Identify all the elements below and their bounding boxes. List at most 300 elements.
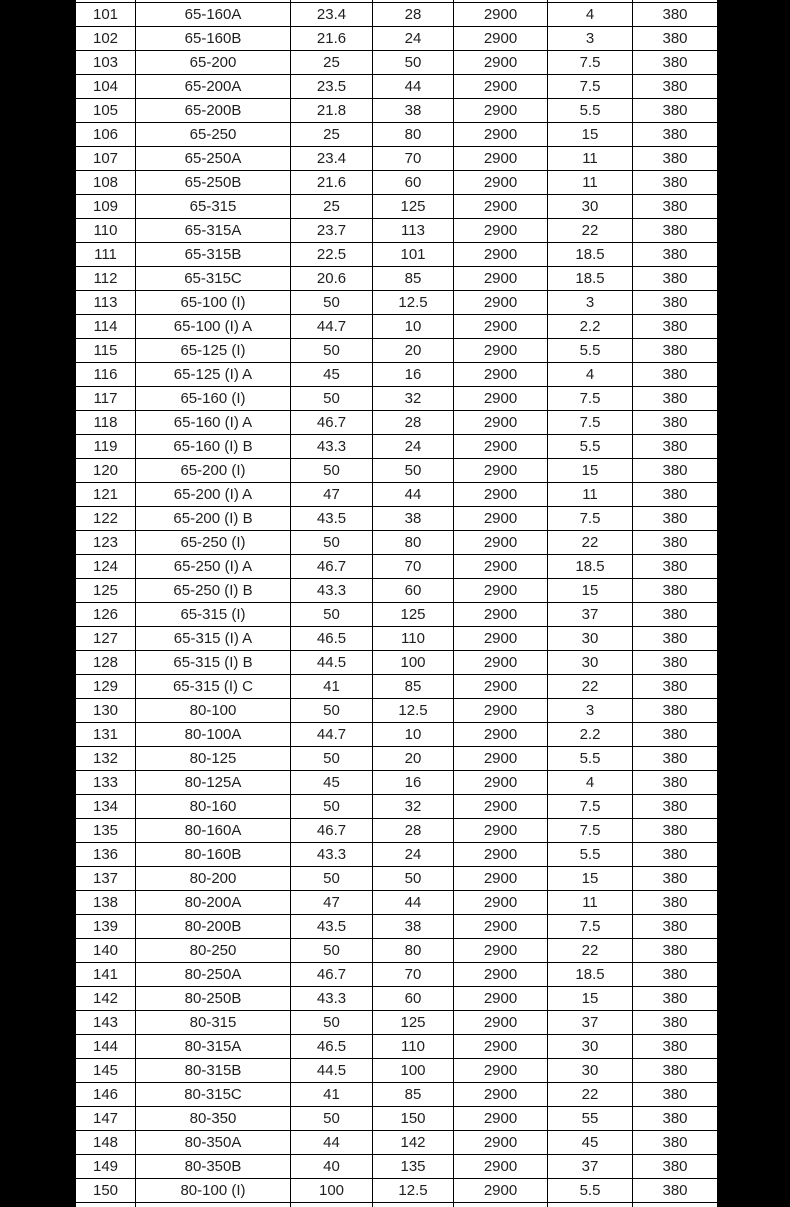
- cell-row-index: 103: [76, 51, 136, 75]
- cell-voltage: 380: [633, 675, 718, 699]
- cell-speed: 2900: [454, 1155, 548, 1179]
- cell-value-3: 50: [291, 291, 373, 315]
- cell-value-3: 22.5: [291, 243, 373, 267]
- table-row: [76, 195, 718, 219]
- cell-speed: 2900: [454, 363, 548, 387]
- table-cell: [76, 1203, 136, 1207]
- cell-power: 3: [548, 699, 633, 723]
- table-row: [76, 3, 718, 27]
- cell-value-3: 100: [291, 1179, 373, 1203]
- table-row: [76, 315, 718, 339]
- cell-model: 80-160A: [136, 819, 291, 843]
- cell-voltage: 380: [633, 1179, 718, 1203]
- table-row: [76, 771, 718, 795]
- cell-row-index: 138: [76, 891, 136, 915]
- cell-speed: 2900: [454, 531, 548, 555]
- partial-row-bottom: [76, 1203, 718, 1207]
- cell-value-3: 41: [291, 1083, 373, 1107]
- cell-model: 80-350B: [136, 1155, 291, 1179]
- cell-power: 4: [548, 3, 633, 27]
- cell-row-index: 113: [76, 291, 136, 315]
- cell-voltage: 380: [633, 843, 718, 867]
- table-row: [76, 507, 718, 531]
- cell-row-index: 143: [76, 1011, 136, 1035]
- cell-value-3: 40: [291, 1155, 373, 1179]
- cell-value-3: 50: [291, 699, 373, 723]
- cell-speed: 2900: [454, 963, 548, 987]
- cell-model: 65-160A: [136, 3, 291, 27]
- table-row: [76, 603, 718, 627]
- cell-voltage: 380: [633, 987, 718, 1011]
- table-row: [76, 1107, 718, 1131]
- cell-voltage: 380: [633, 939, 718, 963]
- cell-speed: 2900: [454, 99, 548, 123]
- cell-value-4: 50: [373, 459, 454, 483]
- cell-power: 7.5: [548, 387, 633, 411]
- cell-speed: 2900: [454, 723, 548, 747]
- cell-model: 65-200 (I) A: [136, 483, 291, 507]
- table-row: [76, 555, 718, 579]
- cell-speed: 2900: [454, 3, 548, 27]
- cell-value-3: 20.6: [291, 267, 373, 291]
- table-row: [76, 1179, 718, 1203]
- cell-speed: 2900: [454, 1011, 548, 1035]
- cell-row-index: 132: [76, 747, 136, 771]
- cell-value-3: 45: [291, 363, 373, 387]
- cell-model: 80-315C: [136, 1083, 291, 1107]
- cell-value-3: 23.5: [291, 75, 373, 99]
- table-row: [76, 171, 718, 195]
- table-row: [76, 51, 718, 75]
- cell-row-index: 147: [76, 1107, 136, 1131]
- cell-power: 11: [548, 483, 633, 507]
- cell-value-4: 100: [373, 1059, 454, 1083]
- table-row: [76, 291, 718, 315]
- cell-speed: 2900: [454, 483, 548, 507]
- cell-model: 65-250 (I) A: [136, 555, 291, 579]
- table-cell: [548, 1203, 633, 1207]
- cell-value-3: 47: [291, 891, 373, 915]
- cell-row-index: 126: [76, 603, 136, 627]
- cell-model: 65-160 (I) A: [136, 411, 291, 435]
- cell-value-4: 70: [373, 147, 454, 171]
- cell-value-4: 20: [373, 747, 454, 771]
- cell-power: 2.2: [548, 723, 633, 747]
- cell-voltage: 380: [633, 51, 718, 75]
- cell-voltage: 380: [633, 411, 718, 435]
- cell-power: 3: [548, 291, 633, 315]
- cell-speed: 2900: [454, 819, 548, 843]
- cell-speed: 2900: [454, 147, 548, 171]
- cell-value-3: 43.3: [291, 987, 373, 1011]
- cell-speed: 2900: [454, 171, 548, 195]
- cell-power: 7.5: [548, 51, 633, 75]
- cell-model: 80-315B: [136, 1059, 291, 1083]
- cell-power: 11: [548, 891, 633, 915]
- cell-value-4: 80: [373, 939, 454, 963]
- table-row: [76, 411, 718, 435]
- cell-value-3: 44: [291, 1131, 373, 1155]
- cell-row-index: 133: [76, 771, 136, 795]
- cell-value-4: 28: [373, 819, 454, 843]
- cell-voltage: 380: [633, 771, 718, 795]
- cell-value-4: 24: [373, 435, 454, 459]
- cell-model: 65-315: [136, 195, 291, 219]
- cell-model: 65-200 (I): [136, 459, 291, 483]
- cell-model: 65-160B: [136, 27, 291, 51]
- cell-speed: 2900: [454, 411, 548, 435]
- cell-row-index: 145: [76, 1059, 136, 1083]
- cell-speed: 2900: [454, 603, 548, 627]
- cell-power: 18.5: [548, 555, 633, 579]
- cell-voltage: 380: [633, 3, 718, 27]
- cell-speed: 2900: [454, 267, 548, 291]
- table-row: [76, 723, 718, 747]
- cell-speed: 2900: [454, 555, 548, 579]
- cell-value-3: 46.7: [291, 819, 373, 843]
- cell-model: 80-125A: [136, 771, 291, 795]
- cell-speed: 2900: [454, 915, 548, 939]
- cell-value-3: 44.7: [291, 315, 373, 339]
- cell-speed: 2900: [454, 891, 548, 915]
- cell-power: 5.5: [548, 339, 633, 363]
- cell-value-3: 50: [291, 939, 373, 963]
- cell-value-4: 44: [373, 891, 454, 915]
- table-cell: [136, 1203, 291, 1207]
- cell-value-4: 60: [373, 987, 454, 1011]
- cell-value-3: 21.6: [291, 171, 373, 195]
- cell-speed: 2900: [454, 1107, 548, 1131]
- cell-model: 65-100 (I) A: [136, 315, 291, 339]
- cell-voltage: 380: [633, 363, 718, 387]
- cell-row-index: 105: [76, 99, 136, 123]
- cell-value-4: 24: [373, 843, 454, 867]
- cell-value-3: 25: [291, 123, 373, 147]
- cell-power: 7.5: [548, 915, 633, 939]
- cell-value-4: 38: [373, 99, 454, 123]
- cell-value-4: 44: [373, 75, 454, 99]
- cell-power: 15: [548, 867, 633, 891]
- table-cell: [633, 1203, 718, 1207]
- cell-value-3: 46.7: [291, 411, 373, 435]
- cell-voltage: 380: [633, 699, 718, 723]
- cell-speed: 2900: [454, 579, 548, 603]
- cell-value-3: 50: [291, 867, 373, 891]
- cell-voltage: 380: [633, 1083, 718, 1107]
- cell-power: 4: [548, 771, 633, 795]
- table-row: [76, 651, 718, 675]
- cell-row-index: 121: [76, 483, 136, 507]
- cell-row-index: 117: [76, 387, 136, 411]
- cell-power: 15: [548, 987, 633, 1011]
- cell-speed: 2900: [454, 1083, 548, 1107]
- cell-power: 2.2: [548, 315, 633, 339]
- cell-row-index: 130: [76, 699, 136, 723]
- cell-speed: 2900: [454, 867, 548, 891]
- cell-row-index: 150: [76, 1179, 136, 1203]
- cell-value-3: 44.5: [291, 651, 373, 675]
- cell-model: 65-250 (I) B: [136, 579, 291, 603]
- cell-model: 65-250A: [136, 147, 291, 171]
- table-row: [76, 1131, 718, 1155]
- cell-value-4: 16: [373, 363, 454, 387]
- cell-voltage: 380: [633, 531, 718, 555]
- cell-value-3: 50: [291, 747, 373, 771]
- cell-value-4: 125: [373, 1011, 454, 1035]
- cell-model: 65-200A: [136, 75, 291, 99]
- table-row: [76, 939, 718, 963]
- cell-row-index: 149: [76, 1155, 136, 1179]
- cell-model: 80-160: [136, 795, 291, 819]
- cell-power: 30: [548, 1059, 633, 1083]
- cell-row-index: 118: [76, 411, 136, 435]
- cell-value-4: 70: [373, 555, 454, 579]
- cell-row-index: 140: [76, 939, 136, 963]
- cell-value-4: 38: [373, 507, 454, 531]
- cell-model: 65-315 (I): [136, 603, 291, 627]
- cell-value-4: 150: [373, 1107, 454, 1131]
- table-row: [76, 459, 718, 483]
- cell-model: 65-250: [136, 123, 291, 147]
- cell-power: 15: [548, 123, 633, 147]
- table-row: [76, 363, 718, 387]
- cell-speed: 2900: [454, 747, 548, 771]
- cell-row-index: 106: [76, 123, 136, 147]
- cell-value-4: 60: [373, 579, 454, 603]
- cell-voltage: 380: [633, 387, 718, 411]
- cell-value-3: 50: [291, 795, 373, 819]
- cell-model: 80-100: [136, 699, 291, 723]
- cell-value-4: 85: [373, 675, 454, 699]
- cell-voltage: 380: [633, 123, 718, 147]
- cell-value-4: 16: [373, 771, 454, 795]
- table-row: [76, 27, 718, 51]
- cell-value-4: 113: [373, 219, 454, 243]
- cell-value-4: 12.5: [373, 1179, 454, 1203]
- cell-value-4: 12.5: [373, 291, 454, 315]
- cell-model: 65-160 (I): [136, 387, 291, 411]
- cell-value-3: 44.7: [291, 723, 373, 747]
- cell-power: 5.5: [548, 747, 633, 771]
- cell-speed: 2900: [454, 27, 548, 51]
- cell-power: 37: [548, 603, 633, 627]
- cell-value-3: 50: [291, 603, 373, 627]
- cell-voltage: 380: [633, 243, 718, 267]
- cell-value-4: 32: [373, 387, 454, 411]
- cell-speed: 2900: [454, 75, 548, 99]
- cell-voltage: 380: [633, 99, 718, 123]
- cell-value-4: 85: [373, 1083, 454, 1107]
- cell-power: 37: [548, 1011, 633, 1035]
- cell-speed: 2900: [454, 195, 548, 219]
- cell-value-4: 10: [373, 723, 454, 747]
- cell-voltage: 380: [633, 651, 718, 675]
- cell-speed: 2900: [454, 435, 548, 459]
- cell-value-3: 46.7: [291, 555, 373, 579]
- cell-voltage: 380: [633, 459, 718, 483]
- cell-voltage: 380: [633, 819, 718, 843]
- cell-value-4: 125: [373, 603, 454, 627]
- table-row: [76, 243, 718, 267]
- cell-voltage: 380: [633, 75, 718, 99]
- cell-row-index: 135: [76, 819, 136, 843]
- cell-row-index: 124: [76, 555, 136, 579]
- table-cell: [454, 1203, 548, 1207]
- cell-power: 5.5: [548, 843, 633, 867]
- cell-speed: 2900: [454, 699, 548, 723]
- table-row: [76, 1155, 718, 1179]
- cell-value-3: 50: [291, 387, 373, 411]
- cell-speed: 2900: [454, 795, 548, 819]
- cell-speed: 2900: [454, 219, 548, 243]
- cell-value-3: 46.5: [291, 1035, 373, 1059]
- cell-value-4: 110: [373, 627, 454, 651]
- cell-model: 80-315A: [136, 1035, 291, 1059]
- table-row: [76, 75, 718, 99]
- cell-value-4: 100: [373, 651, 454, 675]
- cell-voltage: 380: [633, 1155, 718, 1179]
- cell-model: 80-250: [136, 939, 291, 963]
- cell-power: 11: [548, 171, 633, 195]
- table-row: [76, 1035, 718, 1059]
- cell-model: 65-315B: [136, 243, 291, 267]
- cell-power: 18.5: [548, 267, 633, 291]
- cell-voltage: 380: [633, 1107, 718, 1131]
- cell-row-index: 109: [76, 195, 136, 219]
- cell-power: 22: [548, 675, 633, 699]
- cell-row-index: 144: [76, 1035, 136, 1059]
- cell-power: 37: [548, 1155, 633, 1179]
- cell-value-4: 28: [373, 3, 454, 27]
- cell-power: 15: [548, 579, 633, 603]
- table-row: [76, 675, 718, 699]
- cell-row-index: 146: [76, 1083, 136, 1107]
- cell-voltage: 380: [633, 339, 718, 363]
- cell-row-index: 119: [76, 435, 136, 459]
- cell-row-index: 115: [76, 339, 136, 363]
- cell-model: 80-160B: [136, 843, 291, 867]
- cell-speed: 2900: [454, 123, 548, 147]
- cell-model: 65-200: [136, 51, 291, 75]
- cell-voltage: 380: [633, 1011, 718, 1035]
- cell-row-index: 134: [76, 795, 136, 819]
- cell-voltage: 380: [633, 219, 718, 243]
- cell-value-3: 45: [291, 771, 373, 795]
- cell-model: 65-100 (I): [136, 291, 291, 315]
- cell-speed: 2900: [454, 771, 548, 795]
- cell-voltage: 380: [633, 795, 718, 819]
- cell-row-index: 142: [76, 987, 136, 1011]
- table-row: [76, 867, 718, 891]
- cell-model: 65-125 (I): [136, 339, 291, 363]
- cell-speed: 2900: [454, 315, 548, 339]
- cell-power: 22: [548, 1083, 633, 1107]
- table-row: [76, 435, 718, 459]
- cell-model: 65-250B: [136, 171, 291, 195]
- cell-voltage: 380: [633, 171, 718, 195]
- cell-row-index: 107: [76, 147, 136, 171]
- cell-row-index: 136: [76, 843, 136, 867]
- cell-power: 15: [548, 459, 633, 483]
- cell-value-3: 43.5: [291, 915, 373, 939]
- cell-value-4: 12.5: [373, 699, 454, 723]
- cell-voltage: 380: [633, 723, 718, 747]
- cell-speed: 2900: [454, 1035, 548, 1059]
- cell-power: 22: [548, 531, 633, 555]
- cell-power: 7.5: [548, 795, 633, 819]
- cell-value-4: 10: [373, 315, 454, 339]
- cell-model: 65-160 (I) B: [136, 435, 291, 459]
- cell-power: 30: [548, 195, 633, 219]
- cell-row-index: 116: [76, 363, 136, 387]
- cell-value-3: 46.7: [291, 963, 373, 987]
- cell-row-index: 131: [76, 723, 136, 747]
- cell-model: 80-200A: [136, 891, 291, 915]
- table-row: [76, 147, 718, 171]
- cell-voltage: 380: [633, 747, 718, 771]
- cell-power: 11: [548, 147, 633, 171]
- cell-row-index: 102: [76, 27, 136, 51]
- cell-value-3: 43.5: [291, 507, 373, 531]
- cell-speed: 2900: [454, 987, 548, 1011]
- cell-value-3: 25: [291, 195, 373, 219]
- cell-model: 65-315A: [136, 219, 291, 243]
- cell-voltage: 380: [633, 27, 718, 51]
- table-row: [76, 963, 718, 987]
- cell-power: 55: [548, 1107, 633, 1131]
- table-row: [76, 531, 718, 555]
- cell-voltage: 380: [633, 891, 718, 915]
- cell-row-index: 114: [76, 315, 136, 339]
- cell-power: 22: [548, 939, 633, 963]
- table-row: [76, 627, 718, 651]
- cell-value-4: 142: [373, 1131, 454, 1155]
- table-row: [76, 747, 718, 771]
- cell-row-index: 122: [76, 507, 136, 531]
- cell-value-4: 60: [373, 171, 454, 195]
- cell-power: 7.5: [548, 411, 633, 435]
- cell-row-index: 123: [76, 531, 136, 555]
- cell-model: 80-350A: [136, 1131, 291, 1155]
- cell-value-3: 50: [291, 1011, 373, 1035]
- cell-voltage: 380: [633, 579, 718, 603]
- cell-value-4: 135: [373, 1155, 454, 1179]
- cell-model: 80-100 (I): [136, 1179, 291, 1203]
- cell-voltage: 380: [633, 195, 718, 219]
- cell-power: 22: [548, 219, 633, 243]
- cell-row-index: 104: [76, 75, 136, 99]
- pump-table-body: [76, 0, 718, 1207]
- table-row: [76, 915, 718, 939]
- cell-value-3: 50: [291, 459, 373, 483]
- cell-value-4: 32: [373, 795, 454, 819]
- cell-speed: 2900: [454, 459, 548, 483]
- cell-voltage: 380: [633, 627, 718, 651]
- cell-value-4: 44: [373, 483, 454, 507]
- cell-value-4: 24: [373, 27, 454, 51]
- cell-row-index: 110: [76, 219, 136, 243]
- cell-value-3: 21.6: [291, 27, 373, 51]
- cell-row-index: 141: [76, 963, 136, 987]
- table-row: [76, 987, 718, 1011]
- cell-value-3: 23.7: [291, 219, 373, 243]
- cell-voltage: 380: [633, 267, 718, 291]
- cell-value-4: 50: [373, 51, 454, 75]
- cell-power: 4: [548, 363, 633, 387]
- cell-model: 65-315 (I) A: [136, 627, 291, 651]
- cell-power: 5.5: [548, 435, 633, 459]
- cell-model: 65-125 (I) A: [136, 363, 291, 387]
